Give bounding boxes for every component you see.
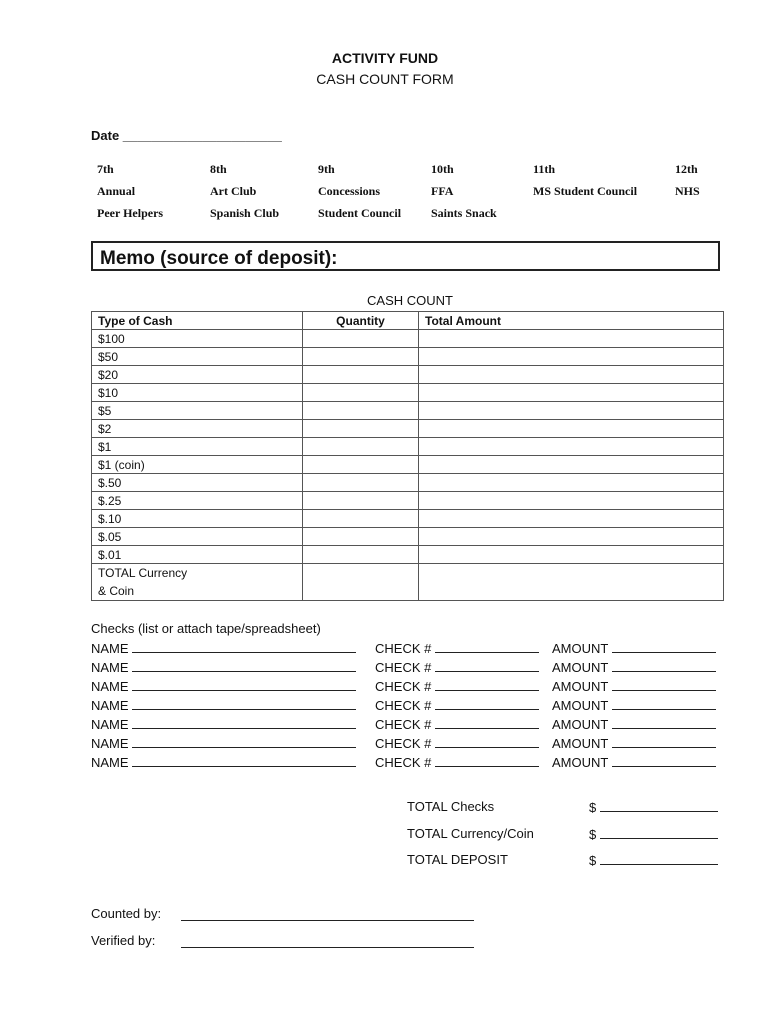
check-number-label: CHECK # <box>375 717 432 732</box>
check-number-field[interactable] <box>375 735 539 751</box>
total-currency-label: TOTAL Currency/Coin <box>407 826 534 841</box>
quantity-cell[interactable] <box>303 456 419 474</box>
organization-option[interactable]: Art Club <box>210 184 257 198</box>
total-amount-cell[interactable] <box>419 510 724 528</box>
check-number-field[interactable] <box>375 697 539 713</box>
verified-by-line[interactable] <box>181 935 474 948</box>
check-name-field[interactable] <box>91 640 356 656</box>
quantity-cell[interactable] <box>303 528 419 546</box>
quantity-cell[interactable] <box>303 402 419 420</box>
table-row <box>92 366 724 384</box>
total-currency-line1: TOTAL Currency <box>98 566 188 580</box>
column-header-total: Total Amount <box>419 312 724 330</box>
form-subtitle: CASH COUNT FORM <box>316 71 454 87</box>
check-number-label: CHECK # <box>375 660 432 675</box>
total-amount-cell[interactable] <box>419 420 724 438</box>
amount-label: AMOUNT <box>552 736 609 751</box>
name-label: NAME <box>91 717 129 732</box>
check-name-field[interactable] <box>91 697 356 713</box>
quantity-cell[interactable] <box>303 366 419 384</box>
organization-option[interactable]: Student Council <box>318 206 402 220</box>
amount-label: AMOUNT <box>552 660 609 675</box>
grade-heading: 9th <box>318 162 335 176</box>
amount-label: AMOUNT <box>552 641 609 656</box>
quantity-cell[interactable] <box>303 384 419 402</box>
check-name-field[interactable] <box>91 659 356 675</box>
amount-label: AMOUNT <box>552 755 609 770</box>
cash-type-cell: $20 <box>92 366 303 384</box>
cash-count-table <box>91 311 724 601</box>
table-row <box>92 528 724 546</box>
table-row <box>92 492 724 510</box>
table-header-row <box>92 312 724 330</box>
cash-count-title: CASH COUNT <box>367 293 453 308</box>
total-amount-cell[interactable] <box>419 546 724 564</box>
organization-option[interactable]: NHS <box>675 184 700 198</box>
check-name-field[interactable] <box>91 716 356 732</box>
check-number-field[interactable] <box>375 754 539 770</box>
check-number-field[interactable] <box>375 640 539 656</box>
cash-type-cell: $10 <box>92 384 303 402</box>
amount-label: AMOUNT <box>552 698 609 713</box>
check-number-label: CHECK # <box>375 698 432 713</box>
amount-label: AMOUNT <box>552 717 609 732</box>
check-name-field[interactable] <box>91 754 356 770</box>
organization-option[interactable]: Saints Snack <box>431 206 497 220</box>
table-row <box>92 456 724 474</box>
total-amount-cell[interactable] <box>419 564 724 601</box>
dollar-sign: $ <box>589 800 597 815</box>
total-amount-cell[interactable] <box>419 330 724 348</box>
quantity-cell[interactable] <box>303 420 419 438</box>
check-amount-field[interactable] <box>552 659 716 675</box>
check-amount-field[interactable] <box>552 640 716 656</box>
grade-heading: 10th <box>431 162 454 176</box>
memo-label: Memo (source of deposit): <box>100 248 338 269</box>
total-amount-cell[interactable] <box>419 528 724 546</box>
check-number-label: CHECK # <box>375 736 432 751</box>
total-checks-label: TOTAL Checks <box>407 799 495 814</box>
name-label: NAME <box>91 660 129 675</box>
grade-heading: 11th <box>533 162 556 176</box>
check-number-field[interactable] <box>375 678 539 694</box>
cash-type-cell: $5 <box>92 402 303 420</box>
cash-type-cell: $.50 <box>92 474 303 492</box>
memo-box[interactable] <box>91 241 720 271</box>
verified-by-label: Verified by: <box>91 933 156 948</box>
cash-type-cell: $50 <box>92 348 303 366</box>
cash-type-cell: $1 (coin) <box>92 456 303 474</box>
name-label: NAME <box>91 679 129 694</box>
date-field[interactable]: Date ______________________ <box>91 128 282 143</box>
check-amount-field[interactable] <box>552 697 716 713</box>
grade-heading: 8th <box>210 162 227 176</box>
table-row <box>92 546 724 564</box>
check-amount-field[interactable] <box>552 754 716 770</box>
checks-heading: Checks (list or attach tape/spreadsheet) <box>91 621 321 636</box>
total-deposit-field[interactable] <box>589 852 718 868</box>
table-row <box>92 474 724 492</box>
quantity-cell[interactable] <box>303 474 419 492</box>
name-label: NAME <box>91 755 129 770</box>
check-number-label: CHECK # <box>375 755 432 770</box>
check-amount-field[interactable] <box>552 678 716 694</box>
cash-type-cell: $.10 <box>92 510 303 528</box>
total-amount-cell[interactable] <box>419 402 724 420</box>
total-currency-field[interactable] <box>589 826 718 842</box>
table-row <box>92 384 724 402</box>
check-number-field[interactable] <box>375 659 539 675</box>
name-label: NAME <box>91 736 129 751</box>
total-amount-cell[interactable] <box>419 438 724 456</box>
quantity-cell[interactable] <box>303 546 419 564</box>
total-amount-cell[interactable] <box>419 492 724 510</box>
total-amount-cell[interactable] <box>419 348 724 366</box>
table-row <box>92 420 724 438</box>
total-amount-cell[interactable] <box>419 456 724 474</box>
total-amount-cell[interactable] <box>419 384 724 402</box>
amount-label: AMOUNT <box>552 679 609 694</box>
cash-type-cell: $.25 <box>92 492 303 510</box>
column-header-type: Type of Cash <box>92 312 303 330</box>
grade-heading: 12th <box>675 162 698 176</box>
cash-type-cell: $.01 <box>92 546 303 564</box>
check-number-field[interactable] <box>375 716 539 732</box>
check-amount-field[interactable] <box>552 735 716 751</box>
table-row <box>92 330 724 348</box>
name-label: NAME <box>91 641 129 656</box>
quantity-cell[interactable] <box>303 492 419 510</box>
table-row <box>92 438 724 456</box>
total-amount-cell[interactable] <box>419 474 724 492</box>
dollar-sign: $ <box>589 853 597 868</box>
cash-type-cell: $1 <box>92 438 303 456</box>
cash-type-cell: $.05 <box>92 528 303 546</box>
table-row <box>92 402 724 420</box>
total-checks-field[interactable] <box>589 799 718 815</box>
dollar-sign: $ <box>589 827 597 842</box>
table-row <box>92 510 724 528</box>
organization-option[interactable]: Spanish Club <box>210 206 280 220</box>
form-title: ACTIVITY FUND <box>331 50 439 66</box>
total-amount-cell[interactable] <box>419 366 724 384</box>
quantity-cell[interactable] <box>303 348 419 366</box>
grade-heading: 7th <box>97 162 114 176</box>
total-currency-row <box>92 564 724 601</box>
total-quantity-cell[interactable] <box>303 564 419 601</box>
total-currency-line2: & Coin <box>98 584 135 598</box>
table-row <box>92 348 724 366</box>
check-name-field[interactable] <box>91 678 356 694</box>
name-label: NAME <box>91 698 129 713</box>
organization-option[interactable]: Annual <box>97 184 136 198</box>
check-amount-field[interactable] <box>552 716 716 732</box>
quantity-cell[interactable] <box>303 510 419 528</box>
organization-option[interactable]: FFA <box>431 184 454 198</box>
total-deposit-label: TOTAL DEPOSIT <box>407 852 508 867</box>
check-name-field[interactable] <box>91 735 356 751</box>
check-number-label: CHECK # <box>375 641 432 656</box>
column-header-quantity: Quantity <box>303 312 419 330</box>
counted-by-line[interactable] <box>181 908 474 921</box>
cash-type-cell: $100 <box>92 330 303 348</box>
organization-option[interactable]: Peer Helpers <box>97 206 164 220</box>
organization-option[interactable]: Concessions <box>318 184 381 198</box>
total-currency-label-cell <box>92 564 303 601</box>
organization-option[interactable]: MS Student Council <box>533 184 638 198</box>
cash-type-cell: $2 <box>92 420 303 438</box>
quantity-cell[interactable] <box>303 438 419 456</box>
check-number-label: CHECK # <box>375 679 432 694</box>
counted-by-label: Counted by: <box>91 906 162 921</box>
quantity-cell[interactable] <box>303 330 419 348</box>
